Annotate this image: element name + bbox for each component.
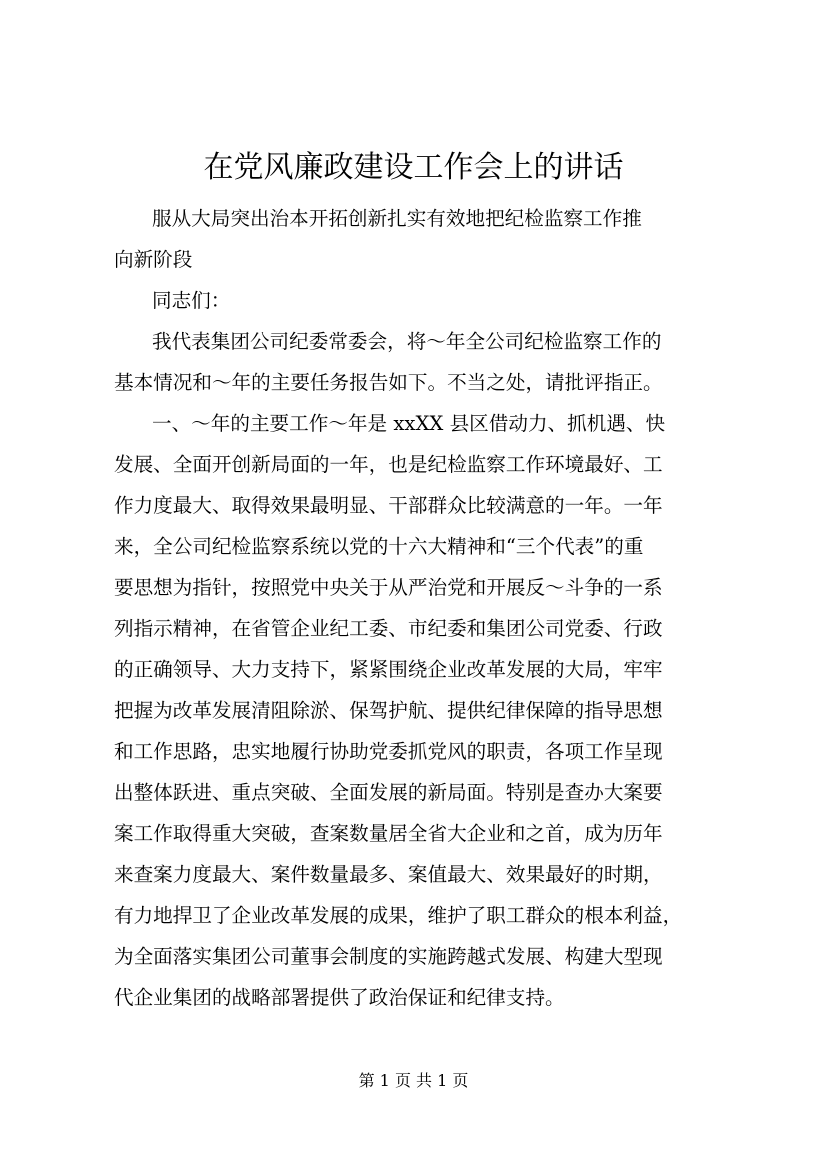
document-title: 在党风廉政建设工作会上的讲话 (203, 150, 624, 185)
paragraph-line: 代企业集团的战略部署提供了政治保证和纪律支持。 (114, 986, 565, 1009)
salutation: 同志们： (152, 289, 231, 312)
paragraph-line: 一、～年的主要工作～年是 xxXX 县区借动力、抓机遇、快 (152, 412, 666, 435)
paragraph-line: 要思想为指针，按照党中央关于从严治党和开展反～斗争的一系 (114, 576, 663, 599)
paragraph-line: 基本情况和～年的主要任务报告如下。不当之处，请批评指正。 (114, 371, 663, 394)
paragraph-line: 我代表集团公司纪委常委会，将～年全公司纪检监察工作的 (152, 330, 662, 353)
paragraph-line: 有力地捍卫了企业改革发展的成果，维护了职工群众的根本利益， (114, 904, 683, 927)
paragraph-line: 出整体跃进、重点突破、全面发展的新局面。特别是查办大案要 (114, 781, 663, 804)
paragraph-line: 发展、全面开创新局面的一年，也是纪检监察工作环境最好、工 (114, 453, 663, 476)
paragraph-line: 来查案力度最大、案件数量最多、案值最大、效果最好的时期， (114, 863, 663, 886)
paragraph-line: 和工作思路，忠实地履行协助党委抓党风的职责，各项工作呈现 (114, 740, 663, 763)
paragraph-line: 案工作取得重大突破，查案数量居全省大企业和之首，成为历年 (114, 822, 663, 845)
document-body (114, 198, 734, 1018)
paragraph-line: 作力度最大、取得效果最明显、干部群众比较满意的一年。一年 (114, 494, 663, 517)
page-footer: 第 1 页 共 1 页 (358, 1071, 469, 1090)
paragraph-line: 把握为改革发展清阻除淤、保驾护航、提供纪律保障的指导思想 (114, 699, 663, 722)
subtitle-line: 服从大局突出治本开拓创新扎实有效地把纪检监察工作推 (152, 207, 642, 230)
paragraph-line: 的正确领导、大力支持下，紧紧围绕企业改革发展的大局，牢牢 (114, 658, 663, 681)
paragraph-line: 列指示精神，在省管企业纪工委、市纪委和集团公司党委、行政 (114, 617, 663, 640)
subtitle-line: 向新阶段 (114, 248, 193, 271)
paragraph-line: 为全面落实集团公司董事会制度的实施跨越式发展、构建大型现 (114, 945, 663, 968)
paragraph-line: 来，全公司纪检监察系统以党的十六大精神和“三个代表”的重 (114, 535, 644, 558)
